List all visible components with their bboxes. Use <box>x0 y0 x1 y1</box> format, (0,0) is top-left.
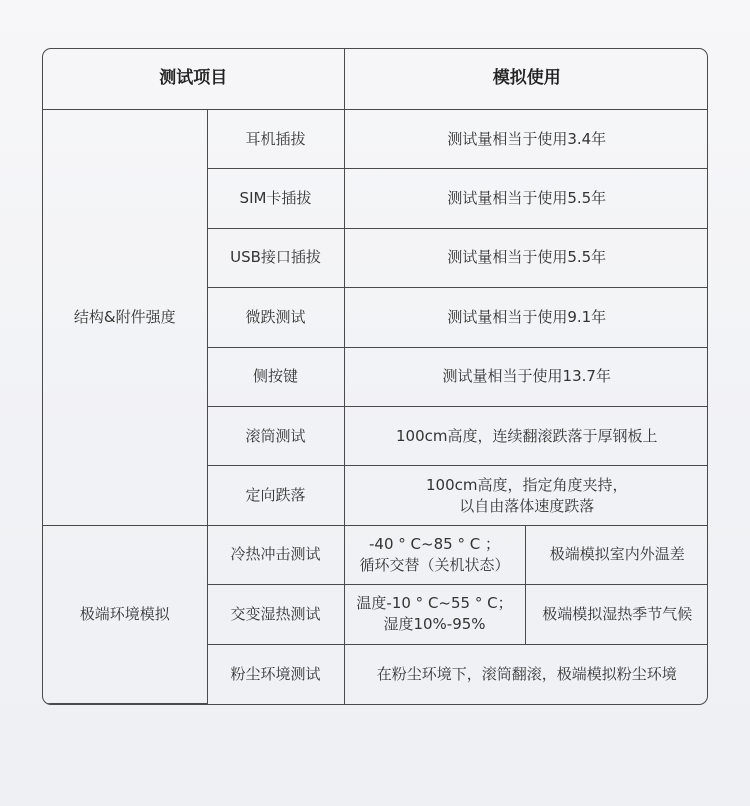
test-item-cell: 交变湿热测试 <box>207 585 344 644</box>
result-cell: 在粉尘环境下，滚筒翻滚，极端模拟粉尘环境 <box>344 644 708 703</box>
group-label-environment: 极端环境模拟 <box>43 525 207 703</box>
result-cell: 测试量相当于使用13.7年 <box>344 347 708 406</box>
test-item-cell: 滚筒测试 <box>207 406 344 465</box>
purpose-cell: 极端模拟室内外温差 <box>525 525 708 584</box>
result-cell: 测试量相当于使用3.4年 <box>344 109 708 168</box>
header-test-item: 测试项目 <box>43 49 344 109</box>
table-row <box>43 525 708 584</box>
test-item-cell: 侧按键 <box>207 347 344 406</box>
purpose-cell: 极端模拟湿热季节气候 <box>525 585 708 644</box>
result-cell: 测试量相当于使用5.5年 <box>344 169 708 228</box>
result-cell: 100cm高度，指定角度夹持， 以自由落体速度跌落 <box>344 466 708 525</box>
result-cell: 测试量相当于使用5.5年 <box>344 228 708 287</box>
condition-cell: 温度-10 ° C~55 ° C； 湿度10%-95% <box>344 585 525 644</box>
test-item-cell: USB接口插拔 <box>207 228 344 287</box>
condition-cell: -40 ° C~85 ° C ； 循环交替（关机状态） <box>344 525 525 584</box>
test-table <box>43 49 708 704</box>
result-cell: 100cm高度，连续翻滚跌落于厚钢板上 <box>344 406 708 465</box>
header-simulated-use: 模拟使用 <box>344 49 708 109</box>
test-item-cell: 冷热冲击测试 <box>207 525 344 584</box>
table-header-row <box>43 49 708 109</box>
test-item-cell: 微跌测试 <box>207 288 344 347</box>
result-cell: 测试量相当于使用9.1年 <box>344 288 708 347</box>
test-item-cell: SIM卡插拔 <box>207 169 344 228</box>
test-item-cell: 粉尘环境测试 <box>207 644 344 703</box>
test-item-cell: 耳机插拔 <box>207 109 344 168</box>
test-item-cell: 定向跌落 <box>207 466 344 525</box>
table-row <box>43 109 708 168</box>
test-table-container <box>42 48 708 705</box>
group-label-structure: 结构&附件强度 <box>43 109 207 525</box>
